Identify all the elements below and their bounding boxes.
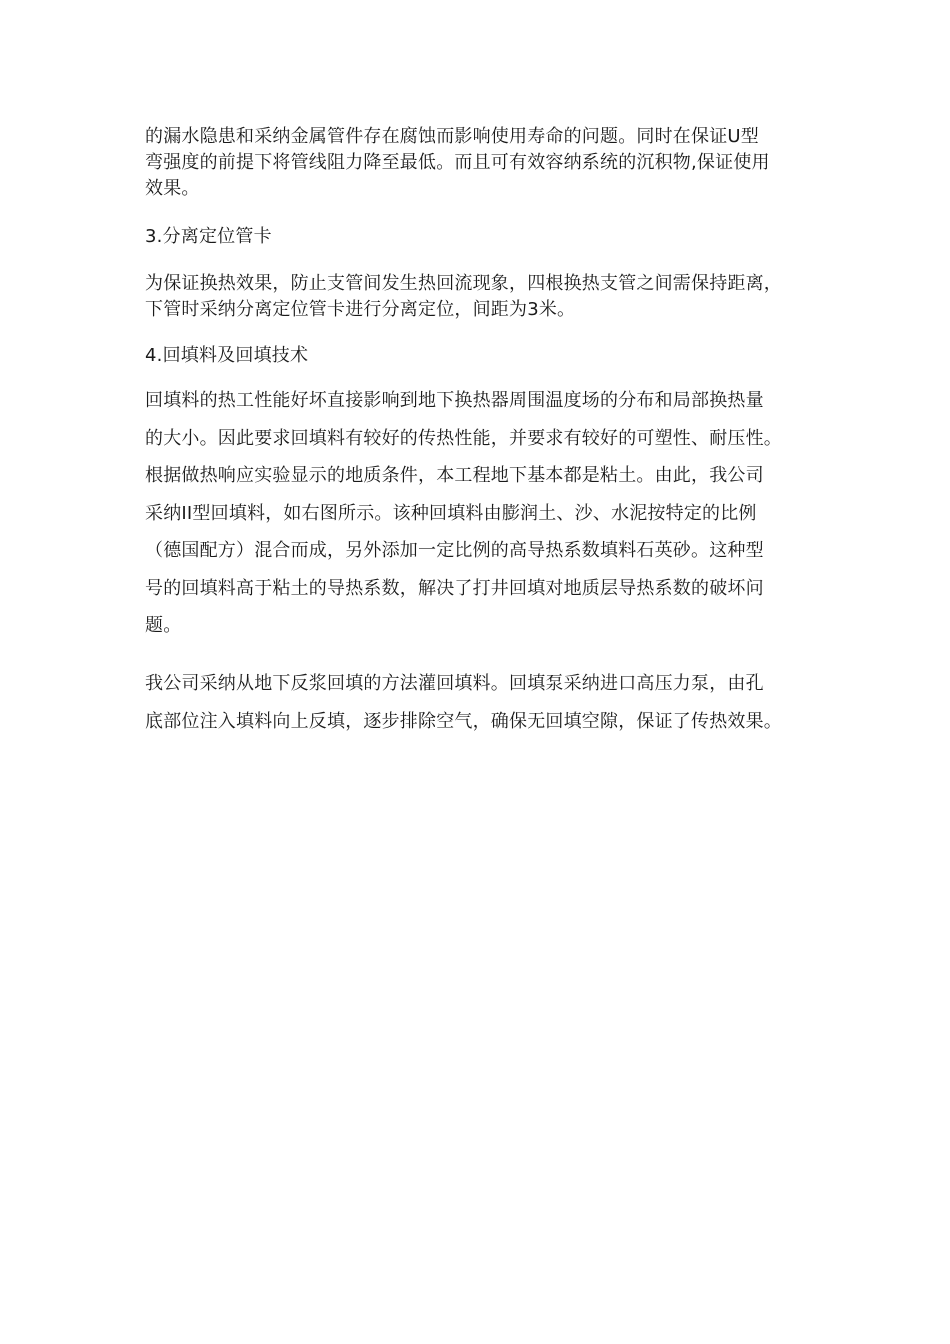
paragraph-line: 的漏水隐患和采纳金属管件存在腐蚀而影响使用寿命的问题。同时在保证U型	[145, 126, 759, 147]
paragraph-line: 号的回填料高于粘土的导热系数，解决了打井回填对地质层导热系数的破坏问	[145, 577, 764, 599]
paragraph-line: 效果。	[145, 178, 200, 199]
section-heading: 3.分离定位管卡	[145, 226, 272, 247]
paragraph-line: 的大小。因此要求回填料有较好的传热性能，并要求有较好的可塑性、耐压性。	[145, 427, 782, 449]
paragraph-separation-clamp	[145, 271, 825, 323]
paragraph-line: 弯强度的前提下将管线阻力降至最低。而且可有效容纳系统的沉积物,保证使用	[145, 152, 770, 173]
paragraph-line: 回填料的热工性能好坏直接影响到地下换热器周围温度场的分布和局部换热量	[145, 390, 764, 411]
paragraph-line: 根据做热响应实验显示的地质条件，本工程地下基本都是粘土。由此，我公司	[145, 465, 764, 486]
paragraph-line: 题。	[145, 615, 182, 636]
paragraph-backfill-material	[145, 388, 825, 651]
paragraph-line: 下管时采纳分离定位管卡进行分离定位，间距为3米。	[145, 299, 576, 320]
paragraph-line: 我公司采纳从地下反浆回填的方法灌回填料。回填泵采纳进口高压力泵，由孔	[145, 673, 764, 694]
section-heading-separation-clamp	[145, 224, 825, 250]
paragraph-line: 为保证换热效果，防止支管间发生热回流现象，四根换热支管之间需保持距离，	[145, 273, 782, 294]
paragraph-line: 采纳II型回填料，如右图所示。该种回填料由膨润土、沙、水泥按特定的比例	[145, 502, 757, 524]
paragraph-u-pipe-continuation	[145, 124, 825, 202]
paragraph-backfill-method	[145, 671, 825, 746]
section-heading-backfill	[145, 343, 825, 369]
paragraph-line: 底部位注入填料向上反填，逐步排除空气，确保无回填空隙，保证了传热效果。	[145, 710, 782, 732]
paragraph-line: （德国配方）混合而成，另外添加一定比例的高导热系数填料石英砂。这种型	[145, 540, 764, 561]
section-heading: 4.回填料及回填技术	[145, 345, 309, 366]
